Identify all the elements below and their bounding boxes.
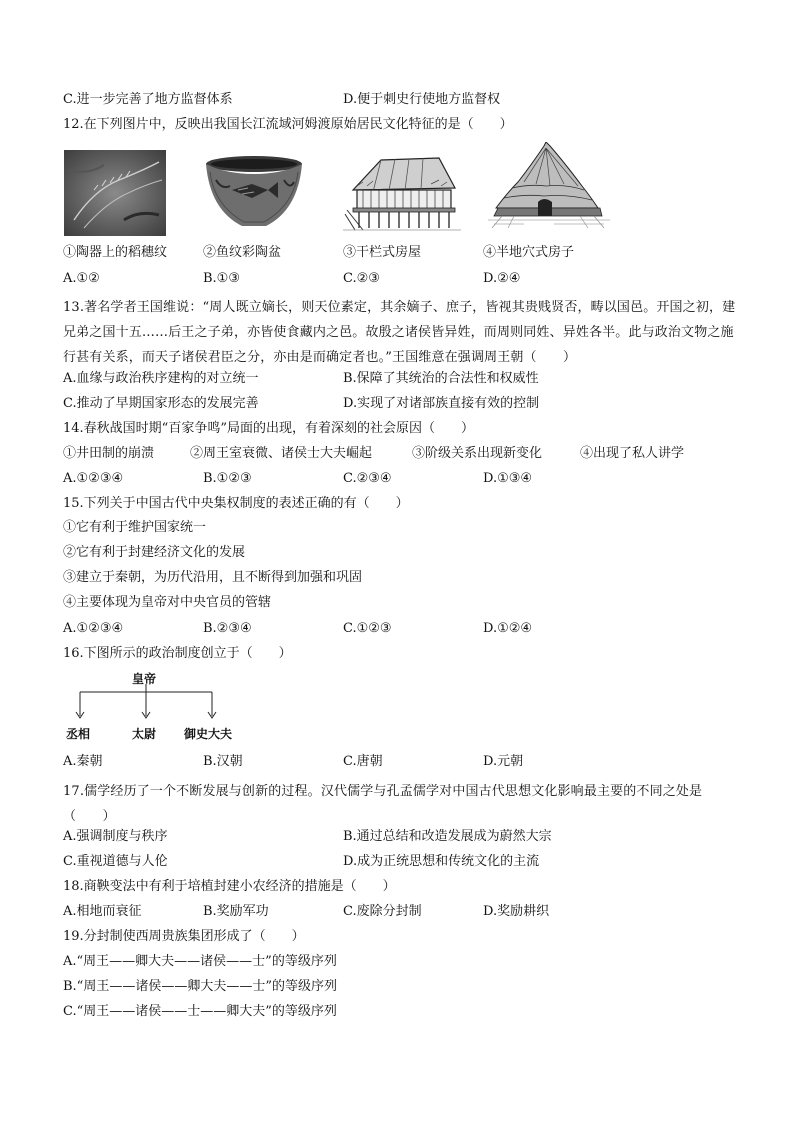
q13-option-d: D.实现了对诸部族直接有效的控制 (343, 396, 540, 411)
q15-item-3: ③建立于秦朝，为历代沿用，且不断得到加强和巩固 (63, 570, 363, 585)
q12-caption-1: ①陶器上的稻穗纹 (63, 245, 168, 260)
q18-option-b: B.奖励军功 (203, 904, 269, 919)
q16-option-a: A.秦朝 (63, 754, 103, 769)
rice-pattern-pottery-image (64, 150, 166, 236)
q11-option-d: D.便于刺史行使地方监督权 (343, 92, 501, 107)
semi-subterranean-house-image (484, 142, 614, 236)
q15-option-c: C.①②③ (343, 621, 392, 636)
q12-stem: 12.在下列图片中，反映出我国长江流域河姆渡原始居民文化特征的是（ ） (63, 117, 513, 132)
q14-option-a: A.①②③④ (63, 471, 124, 486)
q18-stem: 18.商鞅变法中有利于培植封建小农经济的措施是（ ） (63, 879, 396, 894)
q16-stem: 16.下图所示的政治制度创立于（ ） (63, 646, 292, 661)
q14-item-2: ②周王室衰微、诸侯士大夫崛起 (190, 446, 373, 461)
diagram-grand-commandant-label: 太尉 (132, 727, 157, 741)
q17-option-b: B.通过总结和改造发展成为蔚然大宗 (343, 829, 552, 844)
q16-option-b: B.汉朝 (203, 754, 243, 769)
q18-option-c: C.废除分封制 (343, 904, 422, 919)
q13-option-b: B.保障了其统治的合法性和权威性 (343, 371, 539, 386)
q14-item-4: ④出现了私人讲学 (580, 446, 685, 461)
q15-item-2: ②它有利于封建经济文化的发展 (63, 545, 246, 560)
q14-item-3: ③阶级关系出现新变化 (412, 446, 543, 461)
q13-stem: 13.著名学者王国维说：“周人既立嫡长，则天位素定，其余嫡子、庶子，皆视其贵贱贤否，畴以国邑。开国之初，建兄弟之国十五……后王之子弟，亦皆使食藏内之邑。故殷之诸侯皆异姓，而周则同姓、异姓各半。此与政治文物之施行甚有关系，而天子诸侯君臣之分，亦由是而确定者也。”王国维意在强调周王朝（ ） (63, 300, 736, 365)
q12-option-d: D.②④ (483, 271, 521, 286)
q14-item-1: ①井田制的崩溃 (63, 446, 155, 461)
q15-option-b: B.②③④ (203, 621, 252, 636)
q12-option-b: B.①③ (203, 271, 240, 286)
q15-item-4: ④主要体现为皇帝对中央官员的管辖 (63, 595, 272, 610)
q15-option-a: A.①②③④ (63, 621, 124, 636)
fish-pattern-basin-image (202, 150, 306, 236)
q12-caption-3: ③干栏式房屋 (343, 245, 422, 260)
q17-option-a: A.强调制度与秩序 (63, 829, 168, 844)
q12-option-c: C.②③ (343, 271, 380, 286)
q19-option-a: A.“周王——卿大夫——诸侯——士”的等级序列 (63, 954, 337, 969)
q14-option-b: B.①②③ (203, 471, 252, 486)
q19-option-c: C.“周王——诸侯——士——卿大夫”的等级序列 (63, 1004, 337, 1019)
q14-option-c: C.②③④ (343, 471, 392, 486)
q13-option-c: C.推动了早期国家形态的发展完善 (63, 396, 259, 411)
q14-stem: 14.春秋战国时期“百家争鸣”局面的出现，有着深刻的社会原因（ ） (63, 421, 474, 436)
q18-option-d: D.奖励耕织 (483, 904, 550, 919)
q15-stem: 15.下列关于中国古代中央集权制度的表述正确的有（ ） (63, 496, 409, 511)
diagram-chancellor-label: 丞相 (66, 727, 91, 741)
q15-item-1: ①它有利于维护国家统一 (63, 520, 207, 535)
q12-caption-2: ②鱼纹彩陶盆 (203, 245, 282, 260)
q19-stem: 19.分封制使西周贵族集团形成了（ ） (63, 929, 305, 944)
q16-option-c: C.唐朝 (343, 754, 383, 769)
q15-option-d: D.①②④ (483, 621, 533, 636)
q18-option-a: A.相地而衰征 (63, 904, 142, 919)
government-structure-diagram (60, 668, 260, 743)
diagram-emperor-label: 皇帝 (132, 672, 157, 686)
q17-option-c: C.重视道德与人伦 (63, 854, 168, 869)
q11-option-c: C.进一步完善了地方监督体系 (63, 92, 233, 107)
q17-option-d: D.成为正统思想和传统文化的主流 (343, 854, 540, 869)
q12-option-a: A.①② (63, 271, 100, 286)
q14-option-d: D.①③④ (483, 471, 533, 486)
stilt-house-image (343, 152, 461, 234)
q12-caption-4: ④半地穴式房子 (483, 245, 575, 260)
q13-option-a: A.血缘与政治秩序建构的对立统一 (63, 371, 259, 386)
q19-option-b: B.“周王——诸侯——卿大夫——士”的等级序列 (63, 979, 337, 994)
q17-stem: 17.儒学经历了一个不断发展与创新的过程。汉代儒学与孔孟儒学对中国古代思想文化影响最主要的不同之处是（ ） (63, 784, 703, 824)
diagram-imperial-censor-label: 御史大夫 (184, 727, 233, 741)
q16-option-d: D.元朝 (483, 754, 524, 769)
